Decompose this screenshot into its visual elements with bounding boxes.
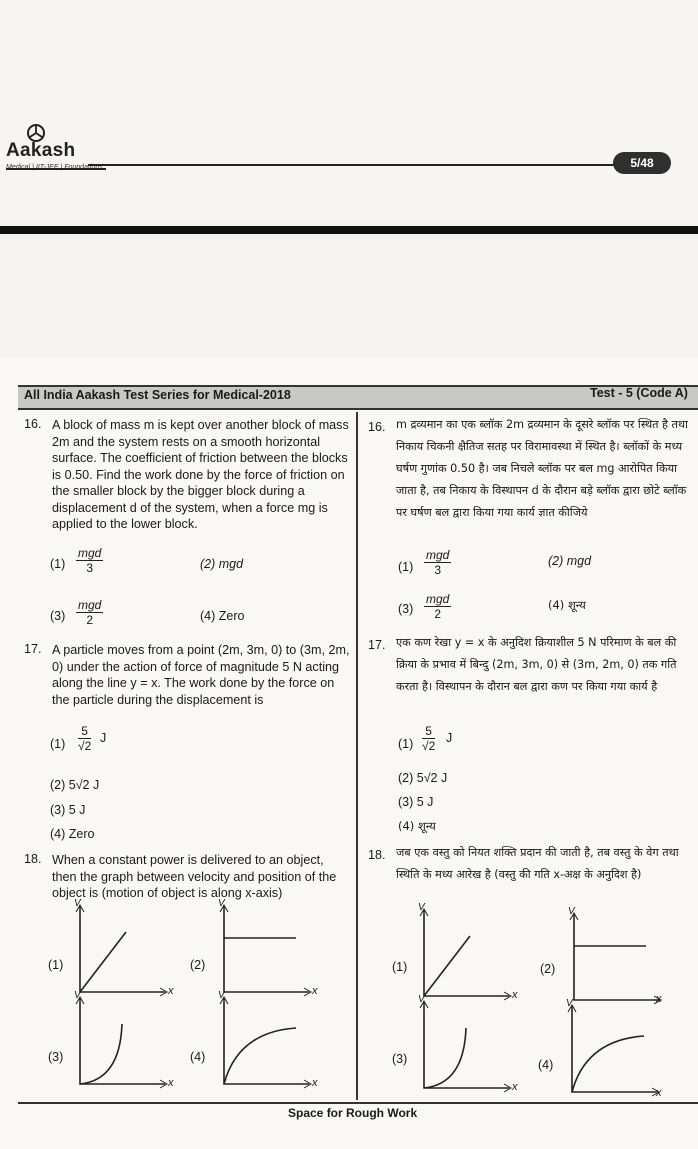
- q16-o3-numerator: mgd: [78, 598, 102, 612]
- q16-hi-option2: (2) mgd: [548, 554, 592, 568]
- q17-option1-unit: J: [100, 731, 107, 745]
- axis-v-label-2: V: [218, 898, 225, 909]
- q17-hi-option1-label: (1): [398, 737, 414, 751]
- q18-option4-label: (4): [190, 1050, 206, 1064]
- axis-x-label-hi-1: x: [512, 989, 518, 1001]
- axis-v-label-hi-1: V: [418, 902, 425, 913]
- q17-hi-o1-numerator: 5: [422, 724, 435, 739]
- graph-hi-linear: [414, 906, 524, 1002]
- graph-hi-constant: [564, 910, 674, 1006]
- q17-hindi-text: एक कण रेखा y = x के अनुदिश क्रियाशील 5 N परिमाण के बल की क्रिया के प्रभाव में बिन्दु (2m, 3m, 0) से (3m, 2m, 0) तक गति करता है। विस्थापन के दौरान बल द्वारा कण पर किया गया कार्य है: [396, 636, 677, 693]
- header-rule: [88, 164, 618, 166]
- q16-o3-denominator: 2: [86, 613, 94, 627]
- q18-option2-label: (2): [190, 958, 206, 972]
- q18-text: When a constant power is delivered to an object, then the graph between velocity and position of the object is (motion of object is along x-axis): [52, 853, 337, 900]
- test-series-title: All India Aakash Test Series for Medical-2018: [24, 388, 291, 402]
- axis-x-label-3: x: [168, 1077, 174, 1089]
- axis-x-label-hi-2: x: [656, 993, 662, 1005]
- graph-linear: [70, 902, 180, 998]
- q18-option1-label: (1): [48, 958, 64, 972]
- axis-v-label-4: V: [218, 990, 225, 1001]
- q17-hi-option1-unit: J: [446, 731, 453, 745]
- q16-hi-o1-denominator: 3: [434, 563, 442, 577]
- q18-hindi-text: जब एक वस्तु को नियत शक्ति प्रदान की जाती है, तब वस्तु के वेग तथा स्थिति के मध्य आरेख है (वस्तु की गति x-अक्ष के अनुदिश है): [396, 846, 679, 881]
- q17-hi-o1-denominator: √2: [422, 739, 436, 753]
- q16-hi-o3-numerator: mgd: [426, 592, 450, 606]
- graph-constant: [214, 902, 324, 998]
- q17-option2: (2) 5√2 J: [50, 778, 100, 792]
- axis-x-label-1: x: [168, 985, 174, 997]
- axis-v-label-3: V: [74, 990, 81, 1001]
- previous-page-region: [0, 0, 698, 230]
- axis-v-label-hi-3: V: [418, 994, 425, 1005]
- q17-option4: (4) Zero: [50, 827, 95, 841]
- q18-number: 18.: [24, 852, 42, 866]
- q16-option1-fraction: [76, 546, 103, 575]
- q16-hindi-text: m द्रव्यमान का एक ब्लॉक 2m द्रव्यमान के दूसरे ब्लॉक पर स्थित है तथा निकाय चिकनी क्षैतिज सतह पर विरामावस्था में स्थित है। ब्लॉकों के मध्य घर्षण गुणांक 0.50 है। जब निचले ब्लॉक पर बल mg आरोपित किया जाता है, तब निकाय के विस्थापन d के दौरान बड़े ब्लॉक द्वारा छोटे ब्लॉक पर घर्षण बल द्वारा किया गया कार्य ज्ञात कीजिये: [396, 418, 688, 519]
- q17-hi-option1-fraction: [422, 724, 435, 753]
- rough-work-label: Space for Rough Work: [288, 1106, 418, 1120]
- q16-option2: (2) mgd: [200, 557, 244, 571]
- q17-hi-option4: (4) शून्य: [398, 819, 436, 833]
- q16-option4: (4) Zero: [200, 609, 245, 623]
- column-divider: [356, 412, 358, 1100]
- q16-hi-option3-label: (3): [398, 602, 414, 616]
- q18-hi-option4-label: (4): [538, 1058, 554, 1072]
- axis-v-label-1: V: [74, 898, 81, 909]
- q17-option1-fraction: [78, 724, 91, 753]
- q17-o1-denominator: √2: [78, 739, 92, 753]
- q18-option3-label: (3): [48, 1050, 64, 1064]
- q16-hi-o1-numerator: mgd: [426, 548, 450, 562]
- q16-hi-o3-denominator: 2: [434, 607, 442, 621]
- axis-x-label-hi-3: x: [512, 1081, 518, 1093]
- axis-x-label-4: x: [312, 1077, 318, 1089]
- q16-number: 16.: [24, 417, 42, 431]
- q17-text: A particle moves from a point (2m, 3m, 0) to (3m, 2m, 0) under the action of force of magnitude 5 N acting along the line y = x. The work done by the force on the particle during the displacement is: [52, 643, 350, 707]
- q17-number: 17.: [24, 642, 42, 656]
- q16-hi-number: 16.: [368, 420, 386, 434]
- axis-x-label-hi-4: x: [656, 1087, 662, 1099]
- q17-option3: (3) 5 J: [50, 803, 86, 817]
- footer-rule: [18, 1102, 698, 1104]
- graph-hi-convex: [414, 998, 524, 1094]
- q18-hi-option1-label: (1): [392, 960, 408, 974]
- test-code: Test - 5 (Code A): [590, 386, 688, 400]
- page-number-badge: 5/48: [613, 152, 671, 174]
- brand-underline: [6, 168, 106, 170]
- q16-hi-option3-fraction: [424, 592, 451, 621]
- q16-hi-option1-label: (1): [398, 560, 414, 574]
- q16-text: A block of mass m is kept over another block of mass 2m and the system rests on a smooth horizontal surface. The coefficient of friction between the blocks is 0.50. Find the work done by the force of friction on the smaller block by the bigger block during a displacement d of the system, when a force mg is applied to the lower block.: [52, 418, 349, 531]
- q17-hi-number: 17.: [368, 638, 386, 652]
- graph-concave: [214, 994, 324, 1090]
- axis-v-label-hi-4: V: [566, 998, 573, 1009]
- q16-option3-fraction: [76, 598, 103, 627]
- axis-x-label-2: x: [312, 985, 318, 997]
- q16-hi-option1-fraction: [424, 548, 451, 577]
- q16-o1-numerator: mgd: [78, 546, 102, 560]
- q17-hi-option2: (2) 5√2 J: [398, 771, 448, 785]
- q17-hi-option3: (3) 5 J: [398, 795, 434, 809]
- graph-hi-concave: [562, 1002, 672, 1098]
- q18-hi-option2-label: (2): [540, 962, 556, 976]
- q18-hi-number: 18.: [368, 848, 386, 862]
- graph-convex: [70, 994, 180, 1090]
- q16-option3-label: (3): [50, 609, 66, 623]
- q16-option1-label: (1): [50, 557, 66, 571]
- q17-option1-label: (1): [50, 737, 66, 751]
- q17-o1-numerator: 5: [78, 724, 91, 739]
- q16-hi-option4: (4) शून्य: [548, 598, 586, 612]
- page-bottom-bar: [0, 226, 698, 234]
- q16-o1-denominator: 3: [86, 561, 94, 575]
- axis-v-label-hi-2: V: [568, 906, 575, 917]
- q18-hi-option3-label: (3): [392, 1052, 408, 1066]
- brand-name: Aakash: [6, 140, 76, 161]
